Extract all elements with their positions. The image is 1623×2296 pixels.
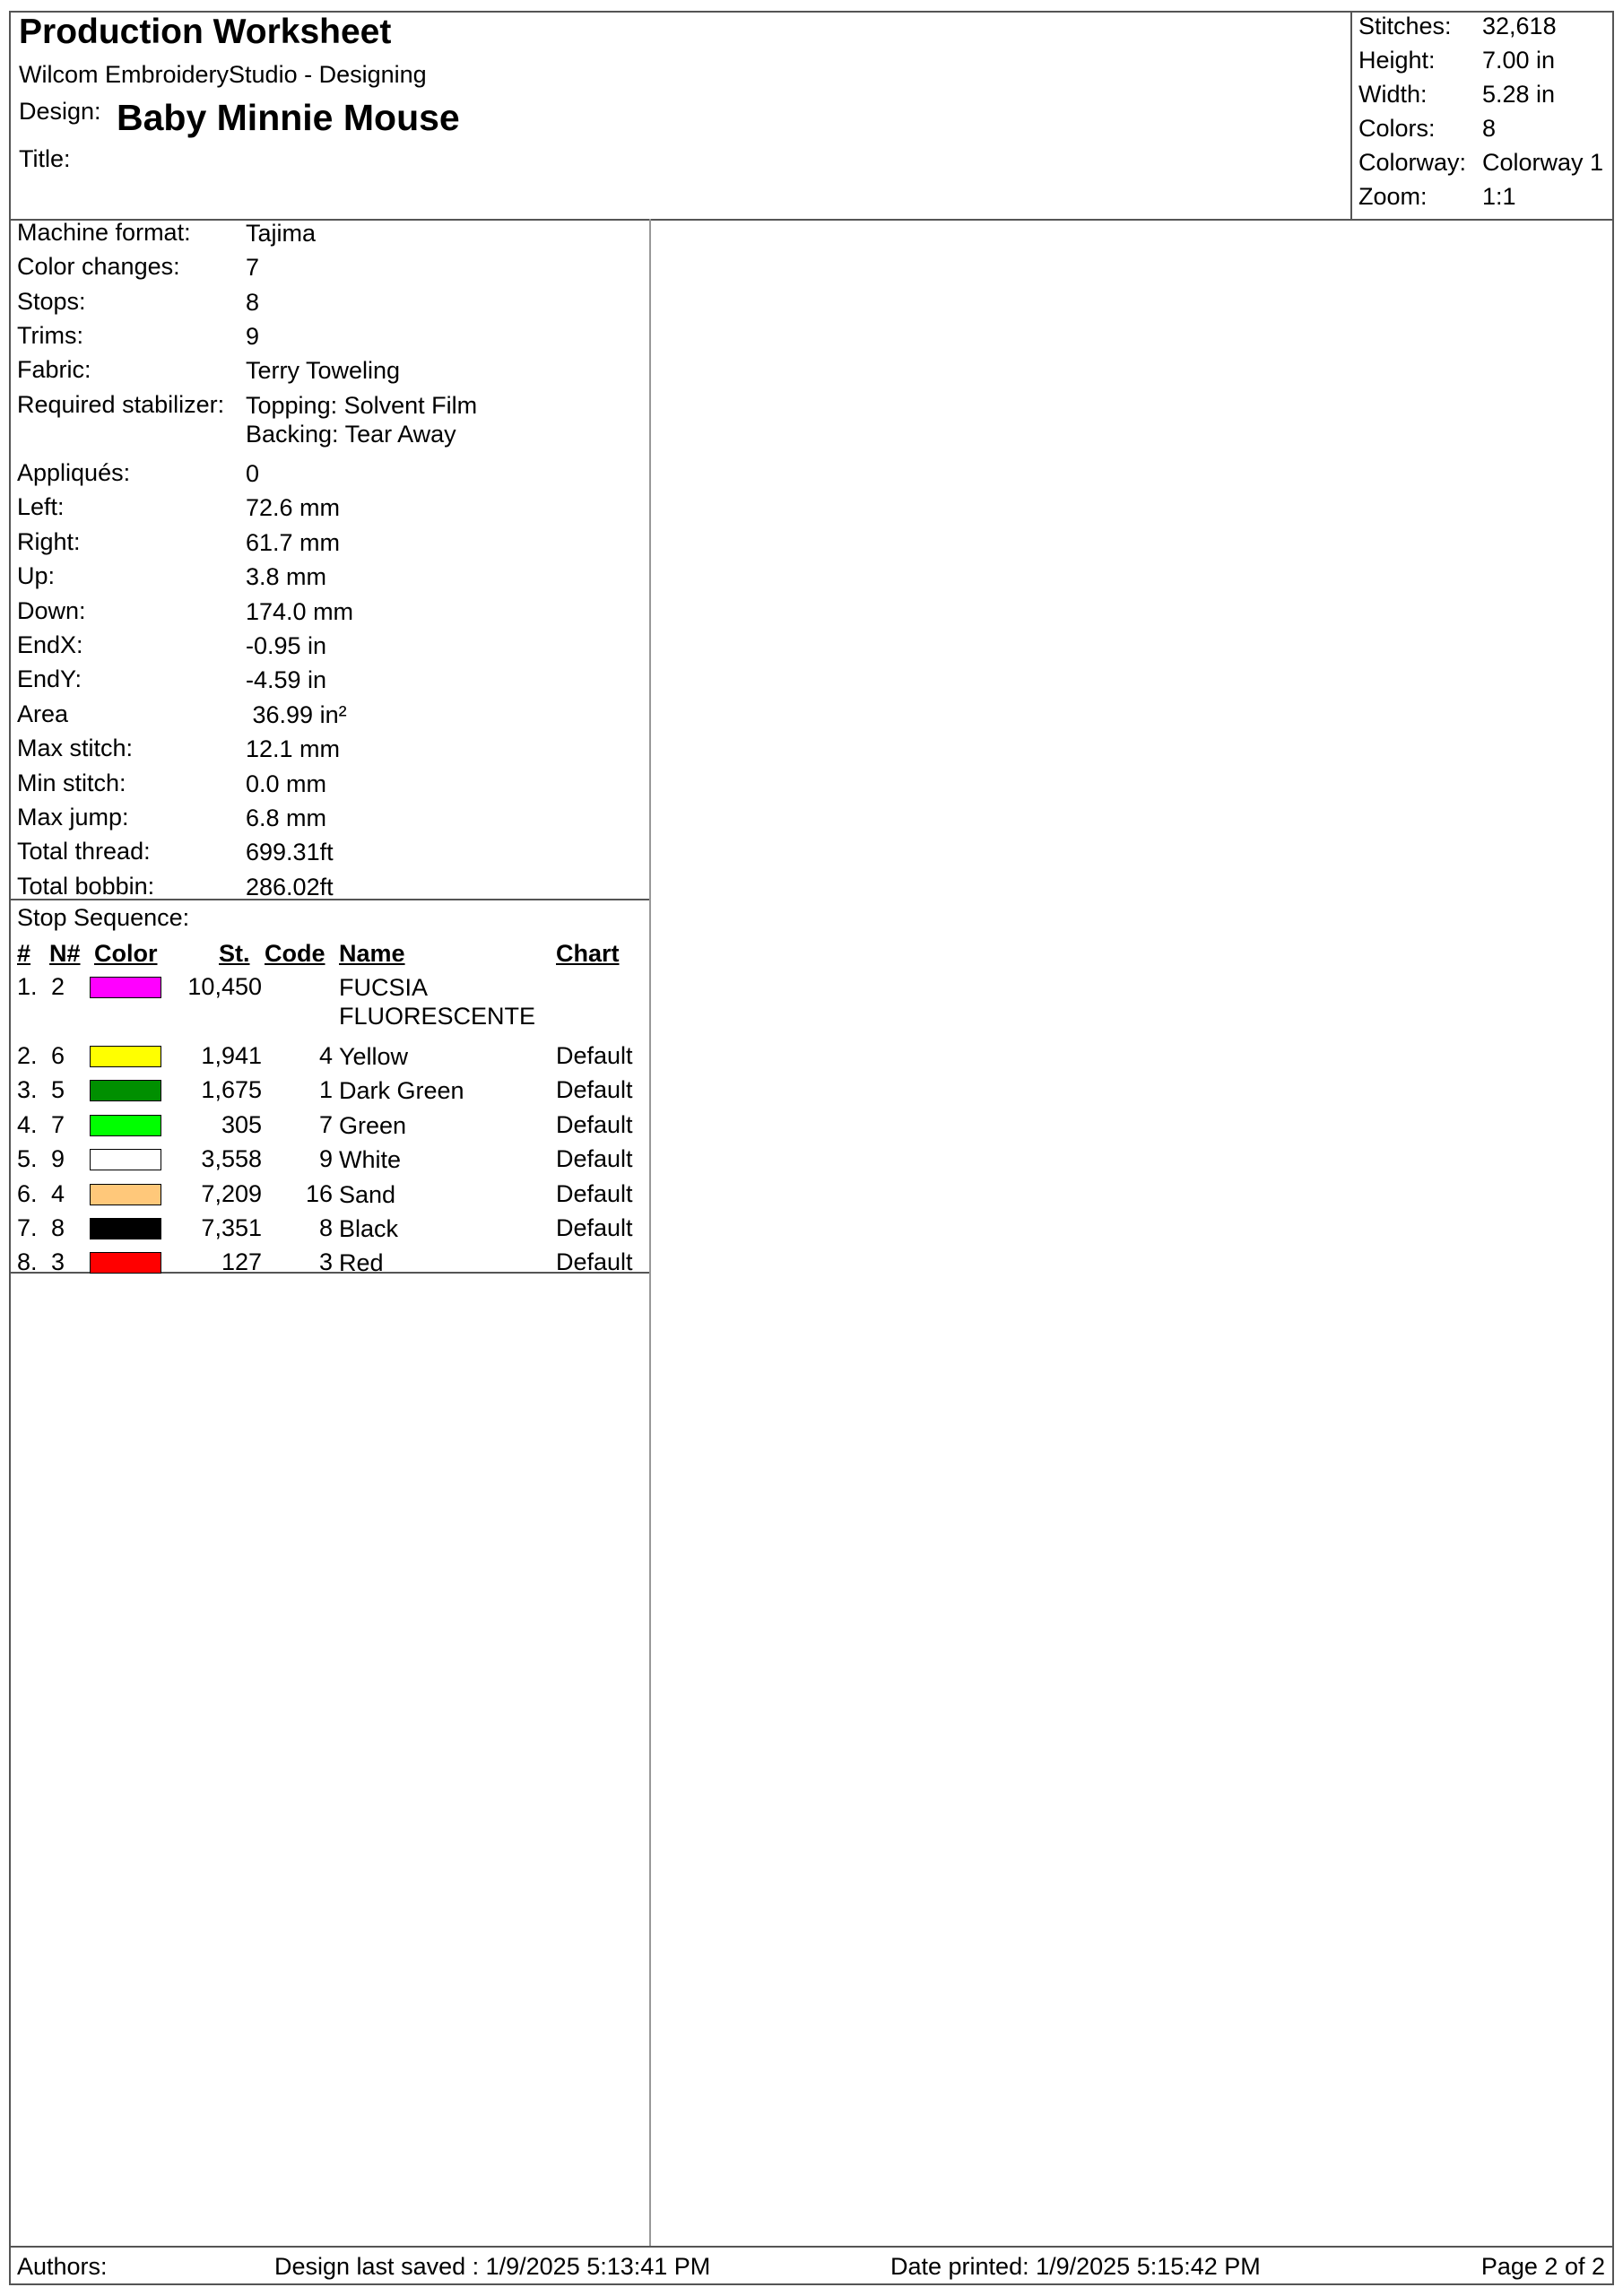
- col-header-stitches: St.: [219, 940, 250, 967]
- footer-authors: Authors:: [17, 2253, 108, 2280]
- color-swatch: [90, 1046, 161, 1067]
- color-swatch: [90, 1149, 161, 1170]
- footer-date-printed: Date printed: 1/9/2025 5:15:42 PM: [890, 2253, 1261, 2280]
- design-label: Design:: [19, 98, 101, 125]
- design-stats: Stitches: 32,618 Height: 7.00 in Width: 5.28 in Colors: 8 Colorway: Colorway 1 Zoom: 1:1: [1350, 13, 1614, 219]
- footer-last-saved: Design last saved : 1/9/2025 5:13:41 PM: [274, 2253, 711, 2280]
- color-swatch: [90, 1218, 161, 1239]
- col-header-index: #: [17, 940, 31, 967]
- col-header-code: Code: [265, 940, 325, 967]
- stop-sequence-table: Stop Sequence: # N# Color St. Code Name Chart 1. 2 10,450 FUCSIA FLUORESCENTE 2. 6 1,941 4 Yellow Default 3. 5 1,675 1 Dark Green Default 4. 7 305 7 Green Default 5. 9 3,558 9 White Default 6. 4 7,209 16 Sand Default 7. 8 7,351 8 Black Default 8. 3 127 3 Red Default: [11, 900, 649, 1274]
- thread-name: FUCSIA: [339, 974, 429, 1001]
- footer-page-number: Page 2 of 2: [1480, 2253, 1605, 2280]
- color-swatch: [90, 1184, 161, 1205]
- worksheet-header: [11, 13, 1612, 221]
- thread-name-line2: FLUORESCENTE: [339, 1003, 536, 1030]
- col-header-name: Name: [339, 940, 405, 967]
- worksheet-page: [9, 11, 1614, 2285]
- color-swatch: [90, 977, 161, 998]
- title-label: Title:: [19, 145, 71, 172]
- color-swatch: [90, 1080, 161, 1101]
- col-header-chart: Chart: [556, 940, 620, 967]
- stabilizer-topping: Topping: Solvent Film: [246, 392, 478, 419]
- app-subtitle: Wilcom EmbroideryStudio - Designing: [19, 61, 427, 88]
- color-swatch: [90, 1115, 161, 1136]
- stop-sequence-title: Stop Sequence:: [17, 904, 190, 931]
- col-header-color: Color: [94, 940, 158, 967]
- details-column: [11, 219, 651, 2246]
- worksheet-footer: [11, 2246, 1612, 2285]
- design-name: Baby Minnie Mouse: [117, 97, 460, 138]
- col-header-needle: N#: [49, 940, 81, 967]
- design-properties: Machine format: Tajima Color changes: 7 Stops: 8 Trims: 9 Fabric: Terry Toweling Required stabilizer: Topping: Solvent Film Backing: Tear Away Appliqués: 0 Left: 72.6 mm Right: 61.7 mm Up: 3.8 mm Down: 174.0 mm EndX: -0.95 in EndY: -4.59 in Area 36.99 in² Max stitch: 12.1 mm Min stitch: 0.0 mm Max jump: 6.8 mm Total thread: 699.31ft Total bobbin: 286.02ft: [11, 219, 649, 900]
- color-swatch: [90, 1252, 161, 1274]
- stabilizer-backing: Backing: Tear Away: [246, 421, 456, 448]
- page-title: Production Worksheet: [19, 13, 392, 51]
